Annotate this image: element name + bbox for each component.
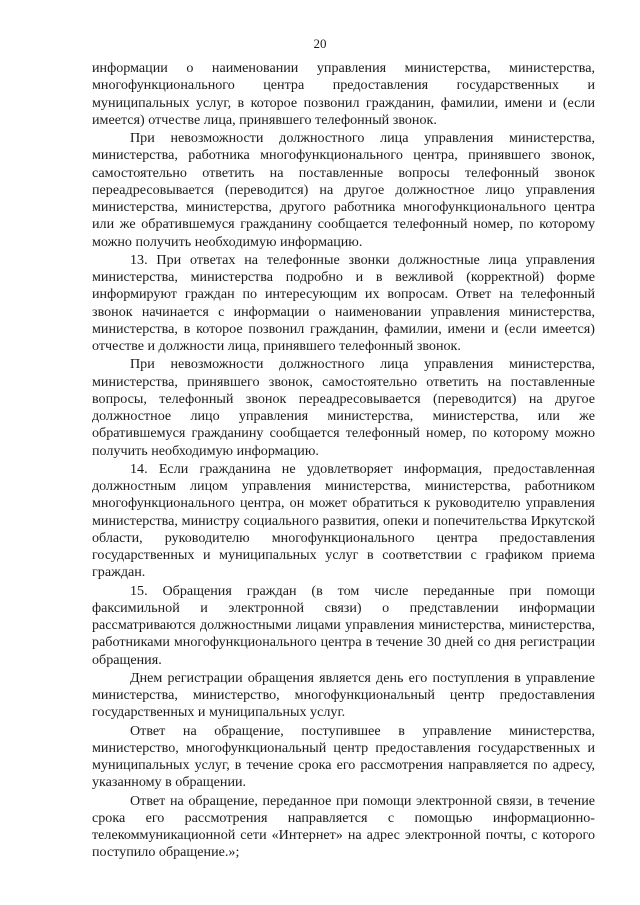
paragraph: При невозможности должностного лица управления министерства, министерства, принявшего звонок, самостоятельно ответить на поставленные вопросы, телефонный звонок переадресовывается (переводится) на другое должностное лицо управления министерства, министерства, или же обратившемуся гражданину сообщается телефонный номер, по которому можно получить необходимую информацию.	[92, 356, 595, 459]
paragraph-continuation: информации о наименовании управления министерства, министерства, многофункционального центра предоставления государственных и муниципальных услуг, в которое позвонил гражданин, фамилии, имени и (если имеется) отчестве лица, принявшего телефонный звонок.	[92, 60, 595, 128]
paragraph: Днем регистрации обращения является день его поступления в управление министерства, министерство, многофункциональный центр предоставления государственных и муниципальных услуг.	[92, 669, 595, 721]
paragraph-item-13: 13. При ответах на телефонные звонки должностные лица управления министерства, министерства подробно и в вежливой (корректной) форме информируют граждан по интересующим их вопросам. Ответ на телефонный звонок начинается с информации о наименовании управления министерства, министерства, в которое позвонил гражданин, фамилии, имени и (если имеется) отчестве и должности лица, принявшего телефонный звонок.	[92, 251, 595, 354]
page-number: 20	[313, 36, 327, 51]
paragraph: Ответ на обращение, поступившее в управление министерства, министерство, многофункциональный центр предоставления государственных и муниципальных услуг, в течение срока его рассмотрения направляется по адресу, указанному в обращении.	[92, 722, 595, 791]
paragraph: Ответ на обращение, переданное при помощи электронной связи, в течение срока его рассмотрения направляется с помощью информационно-телекоммуникационной сети «Интернет» на адрес электронной почты, с которого поступило обращение.»;	[92, 792, 595, 861]
paragraph-item-15: 15. Обращения граждан (в том числе переданные при помощи факсимильной и электронной связи) о представлении информации рассматриваются должностными лицами управления министерства, министерства, работниками многофункционального центра в течение 30 дней со дня регистрации обращения.	[92, 582, 595, 668]
paragraph: При невозможности должностного лица управления министерства, министерства, работника многофункционального центра, принявшего звонок, самостоятельно ответить на поставленные вопросы телефонный звонок переадресовывается (переводится) на другое должностное лицо управления министерства, министерства, другого работника многофункционального центра или же обратившемуся гражданину сообщается телефонный номер, по которому можно получить необходимую информацию.	[92, 130, 595, 250]
paragraph-item-14: 14. Если гражданина не удовлетворяет информация, предоставленная должностным лицом управления министерства, министерства, работником многофункционального центра, он может обратиться к руководителю управления министерства, министру социального развития, опеки и попечительства Иркутской области, руководителю многофункционального центра предоставления государственных и муниципальных услуг в соответствии с графиком приема граждан.	[92, 460, 595, 581]
document-body	[92, 60, 595, 862]
